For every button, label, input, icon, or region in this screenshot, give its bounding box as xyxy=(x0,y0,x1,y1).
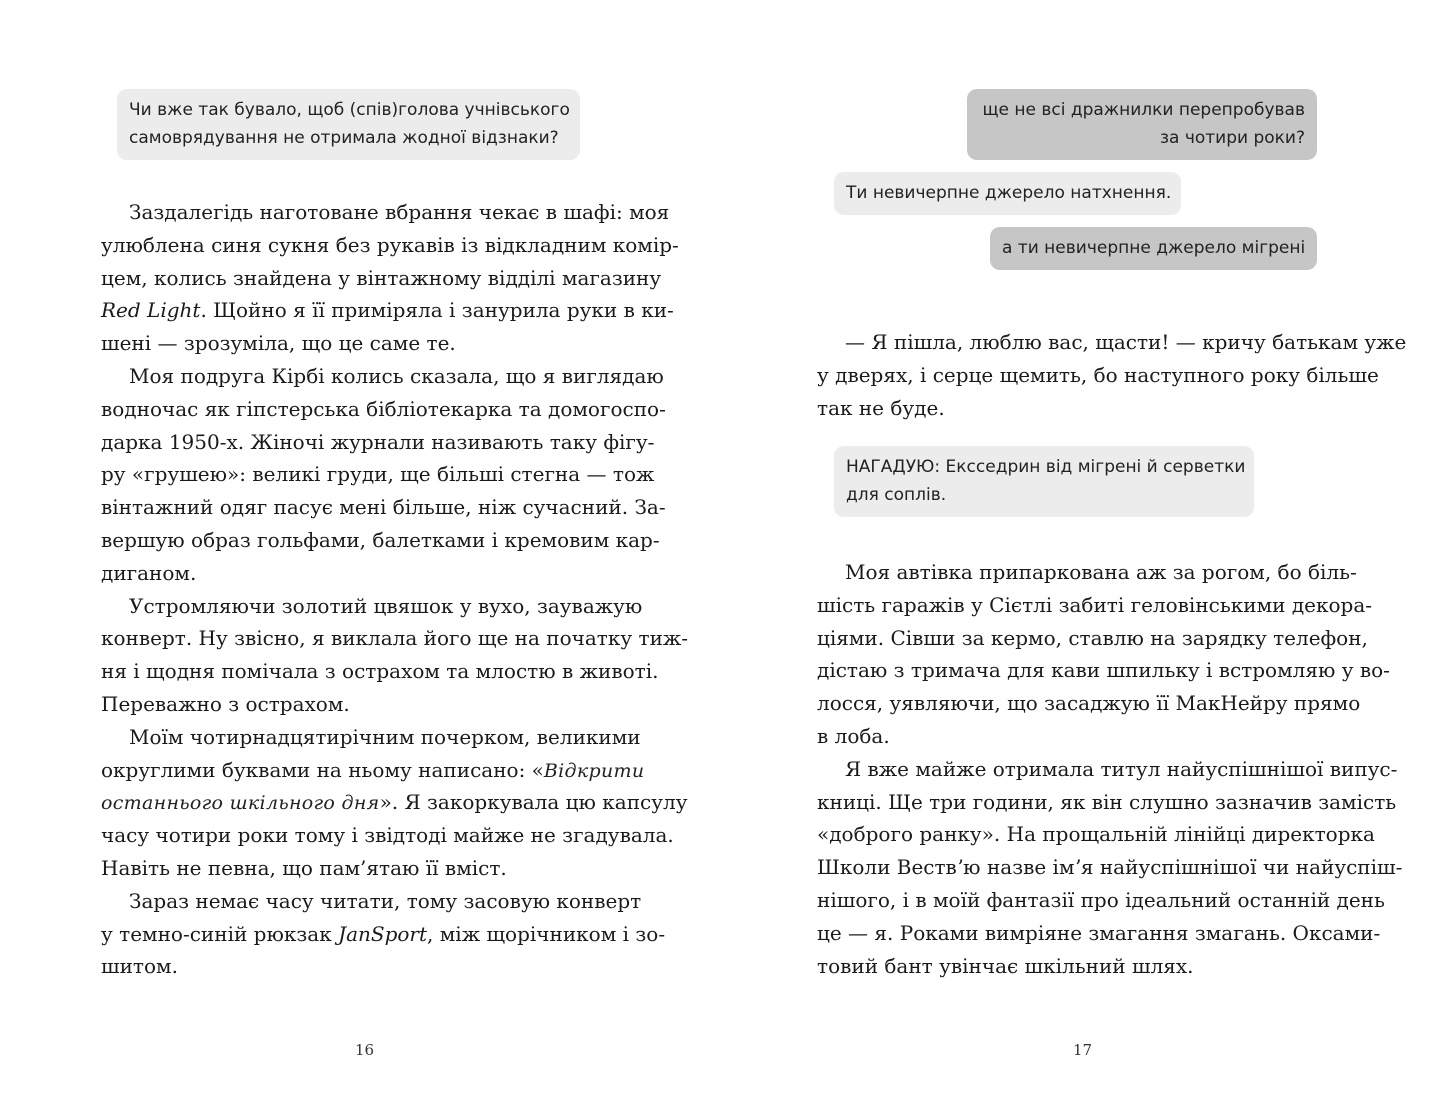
text-line: конверт. Ну звісно, я виклала його ще на початку тиж- xyxy=(101,626,689,651)
text-line xyxy=(101,918,666,951)
reminder-line: для соплів. xyxy=(846,485,947,505)
text-line: ру «грушею»: великі груди, ще більші стегна — тож xyxy=(101,462,655,487)
text-line: товий бант увінчає шкільний шлях. xyxy=(817,953,1194,978)
text-line: так не буде. xyxy=(817,395,945,420)
body-text xyxy=(817,556,1403,982)
reminder-line: НАГАДУЮ: Ексседрин від мігрені й серветки xyxy=(846,457,1246,477)
text-line: лосся, уявляючи, що засаджую її МакНейру прямо xyxy=(817,691,1361,716)
text-line: Заздалегідь наготоване вбрання чекає в шафі: моя xyxy=(129,200,670,224)
text-line: ня і щодня помічала з острахом та млостю в животі. xyxy=(101,659,659,684)
page-number: 16 xyxy=(355,1041,375,1059)
text-fragment: у темно-синій рюкзак xyxy=(101,921,339,946)
text-line: вершую образ гольфами, балетками і кремовим кар- xyxy=(101,527,660,552)
text-line: Я вже майже отримала титул найуспішнішої випус- xyxy=(845,756,1398,781)
text-line: часу чотири роки тому і звідтоді майже не згадувала. xyxy=(101,823,674,848)
text-fragment: . Щойно я її приміряла і занурила руки в ки- xyxy=(200,298,674,323)
left-page xyxy=(0,0,722,1112)
text-line: у дверях, і серце щемить, бо наступного року більше xyxy=(817,362,1379,387)
message-line: Чи вже так бувало, щоб (спів)голова учнівського xyxy=(129,100,570,120)
text-line: нішого, і в моїй фантазії про ідеальний останній день xyxy=(817,887,1385,912)
page-number: 17 xyxy=(1073,1041,1093,1059)
reminder-bubble xyxy=(834,446,1254,517)
text-line: водночас як гіпстерська бібліотекарка та домогоспо- xyxy=(101,396,666,421)
message-bubble-received xyxy=(834,172,1181,215)
message-line: а ти невичерпне джерело мігрені xyxy=(1002,238,1306,258)
text-line: — Я пішла, люблю вас, щасти! — кричу батькам уже xyxy=(845,330,1407,354)
text-line xyxy=(101,786,688,819)
text-line: це — я. Роками вимріяне змагання змагань. Оксами- xyxy=(817,920,1381,945)
text-fragment: ». Я закоркувала цю капсулу xyxy=(379,790,688,815)
message-bubble-sent xyxy=(990,227,1317,270)
message-bubble-sent xyxy=(967,89,1317,160)
body-text xyxy=(101,196,689,983)
handwritten-text: останнього шкільного дня xyxy=(101,792,380,815)
text-line: в лоба. xyxy=(817,723,890,748)
text-line: дістаю з тримача для кави шпильку і встромляю у во- xyxy=(817,658,1390,683)
text-line: Переважно з острахом. xyxy=(101,691,350,716)
text-line: Устромляючи золотий цвяшок у вухо, зауважую xyxy=(129,593,643,618)
text-line xyxy=(101,754,645,787)
text-line: книці. Ще три години, як він слушно зазначив замість xyxy=(817,789,1397,814)
handwritten-text: Відкрити xyxy=(543,759,645,782)
text-line: Навіть не певна, що пам’ятаю її вміст. xyxy=(101,855,507,880)
text-line: улюблена синя сукня без рукавів із відкладним комір- xyxy=(101,232,679,257)
text-line: цем, колись знайдена у вінтажному відділі магазину xyxy=(101,265,662,290)
text-line: Моя автівка припаркована аж за рогом, бо біль- xyxy=(845,560,1357,584)
text-line: шитом. xyxy=(101,954,178,979)
message-line: Ти невичерпне джерело натхнення. xyxy=(846,183,1172,203)
text-line: диганом. xyxy=(101,560,197,585)
message-line: за чотири роки? xyxy=(1159,128,1305,148)
text-fragment: , між щорічником і зо- xyxy=(427,921,666,946)
text-line: шість гаражів у Сієтлі забиті геловінськими декора- xyxy=(817,592,1372,617)
text-line: Зараз немає часу читати, тому засовую конверт xyxy=(129,888,642,913)
text-line: Школи Вествʼю назве імʼя найуспішнішої чи найуспіш- xyxy=(817,855,1403,880)
text-line: ціями. Сівши за кермо, ставлю на зарядку телефон, xyxy=(817,625,1368,650)
text-line: Моя подруга Кірбі колись сказала, що я виглядаю xyxy=(129,363,664,388)
text-line: вінтажний одяг пасує мені більше, ніж сучасний. За- xyxy=(101,495,666,520)
text-line xyxy=(101,294,674,327)
store-name: Red Light xyxy=(101,298,201,323)
text-line: «доброго ранку». На прощальній лінійці директорка xyxy=(817,822,1375,847)
text-line: шені — зрозуміла, що це саме те. xyxy=(101,331,456,356)
message-bubble xyxy=(117,89,580,160)
text-line: дарка 1950-х. Жіночі журнали називають таку фігу- xyxy=(101,429,655,454)
text-line: Моїм чотирнадцятирічним почерком, великими xyxy=(129,724,641,749)
message-line: ще не всі дражнилки перепробував xyxy=(982,100,1305,120)
text-fragment: округлими буквами на ньому написано: « xyxy=(101,757,544,782)
message-line: самоврядування не отримала жодної відзнаки? xyxy=(129,128,559,148)
body-text xyxy=(817,326,1407,424)
brand-name: JanSport xyxy=(338,921,428,946)
right-page xyxy=(723,0,1445,1112)
